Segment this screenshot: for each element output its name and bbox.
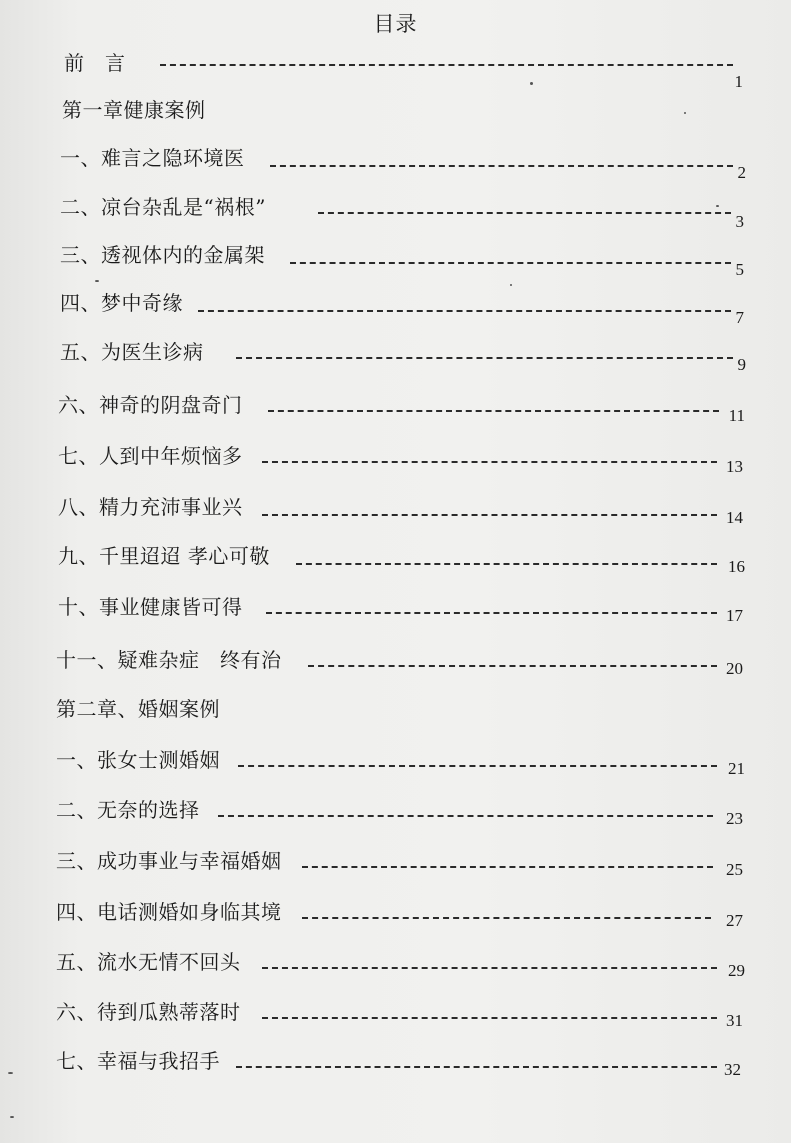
scan-speck <box>684 112 686 114</box>
toc-entry-page: 13 <box>726 457 743 476</box>
toc-entry-page: 5 <box>735 260 744 279</box>
toc-entry <box>0 846 791 879</box>
dot-leader <box>268 410 719 412</box>
toc-entry-label: 五、流水无情不回头 <box>56 950 241 974</box>
toc-entry-page: 17 <box>726 606 743 625</box>
toc-entry-page: 27 <box>726 911 743 930</box>
dot-leader <box>262 1017 717 1019</box>
toc-entry <box>0 592 791 625</box>
toc-entry <box>0 441 791 476</box>
toc-entry-page: 11 <box>728 406 745 425</box>
toc-entry-label: 十、事业健康皆可得 <box>58 595 243 619</box>
dot-leader <box>198 310 731 312</box>
toc-entry-page: 9 <box>737 355 746 374</box>
scan-speck <box>510 284 512 286</box>
toc-entry-label: 四、梦中奇缘 <box>60 291 183 315</box>
toc-entry-page: 7 <box>735 308 744 327</box>
dot-leader <box>236 357 733 359</box>
scan-speck <box>530 82 533 85</box>
dot-leader <box>308 665 717 667</box>
toc-entry-page: 32 <box>724 1060 741 1079</box>
scan-speck <box>10 1116 14 1118</box>
toc-entry <box>0 745 791 778</box>
dot-leader <box>262 967 717 969</box>
toc-entry-label: 四、电话测婚如身临其境 <box>56 900 282 924</box>
toc-entry-page: 2 <box>737 163 746 182</box>
toc-entry <box>0 795 791 828</box>
toc-entry-label: 九、千里迢迢 孝心可敬 <box>58 544 270 568</box>
toc-entry <box>0 541 791 576</box>
toc-entry-page: 1 <box>734 72 743 91</box>
toc-chapter-heading <box>0 694 791 724</box>
toc-entry <box>0 492 791 527</box>
dot-leader <box>290 262 731 264</box>
dot-leader <box>262 514 717 516</box>
dot-leader <box>218 815 713 817</box>
toc-entry-label: 七、幸福与我招手 <box>56 1049 220 1073</box>
toc-entry <box>0 897 791 930</box>
toc-entry-label: 十一、疑难杂症 终有治 <box>56 648 282 672</box>
toc-entry-label: 二、无奈的选择 <box>56 798 200 822</box>
toc-entry-page: 29 <box>728 961 745 980</box>
toc-entry-label: 第二章、婚姻案例 <box>56 697 220 721</box>
toc-entry <box>0 240 791 279</box>
toc-entry-page: 21 <box>728 759 745 778</box>
toc-chapter-heading <box>0 95 791 125</box>
toc-entry-label: 一、张女士测婚姻 <box>56 748 220 772</box>
toc-entry-label: 七、人到中年烦恼多 <box>58 444 243 468</box>
toc-entry-label: 六、神奇的阴盘奇门 <box>58 393 243 417</box>
page-title: 目录 <box>373 12 418 36</box>
scan-speck <box>8 1072 13 1074</box>
dot-leader <box>296 563 717 565</box>
dot-leader <box>236 1066 717 1068</box>
toc-entry-page: 3 <box>735 212 744 231</box>
toc-entry-page: 14 <box>726 508 743 527</box>
scan-speck <box>95 280 99 282</box>
toc-entry-label: 一、难言之隐环境医 <box>60 146 245 170</box>
toc-entry-label: 八、精力充沛事业兴 <box>58 495 243 519</box>
toc-entry-label: 五、为医生诊病 <box>60 340 204 364</box>
dot-leader <box>270 165 733 167</box>
dot-leader <box>302 917 711 919</box>
toc-entry <box>0 947 791 980</box>
toc-entry-label: 前 言 <box>64 51 126 75</box>
toc-entry-page: 23 <box>726 809 743 828</box>
toc-entry-label: 六、待到瓜熟蒂落时 <box>56 1000 241 1024</box>
toc-entry-label: 三、透视体内的金属架 <box>60 243 265 267</box>
toc-entry-label: 二、凉台杂乱是“祸根” <box>60 195 266 219</box>
toc-entry <box>0 1046 791 1079</box>
dot-leader <box>302 866 713 868</box>
dot-leader <box>238 765 717 767</box>
dot-leader <box>266 612 717 614</box>
dot-leader <box>160 64 733 66</box>
toc-entry-page: 16 <box>728 557 745 576</box>
toc-entry <box>0 48 791 91</box>
toc-entry <box>0 337 791 374</box>
dot-leader <box>262 461 717 463</box>
toc-entry <box>0 645 791 678</box>
toc-entry <box>0 390 791 425</box>
toc-entry <box>0 997 791 1030</box>
toc-entry-page: 20 <box>726 659 743 678</box>
toc-entry-page: 31 <box>726 1011 743 1030</box>
toc-entry-label: 三、成功事业与幸福婚姻 <box>56 849 282 873</box>
toc-entry-label: 第一章健康案例 <box>62 98 206 122</box>
scan-speck <box>716 205 719 207</box>
toc-entry <box>0 288 791 327</box>
dot-leader <box>318 212 731 214</box>
toc-entry <box>0 192 791 231</box>
toc-entry <box>0 143 791 182</box>
toc-entry-page: 25 <box>726 860 743 879</box>
